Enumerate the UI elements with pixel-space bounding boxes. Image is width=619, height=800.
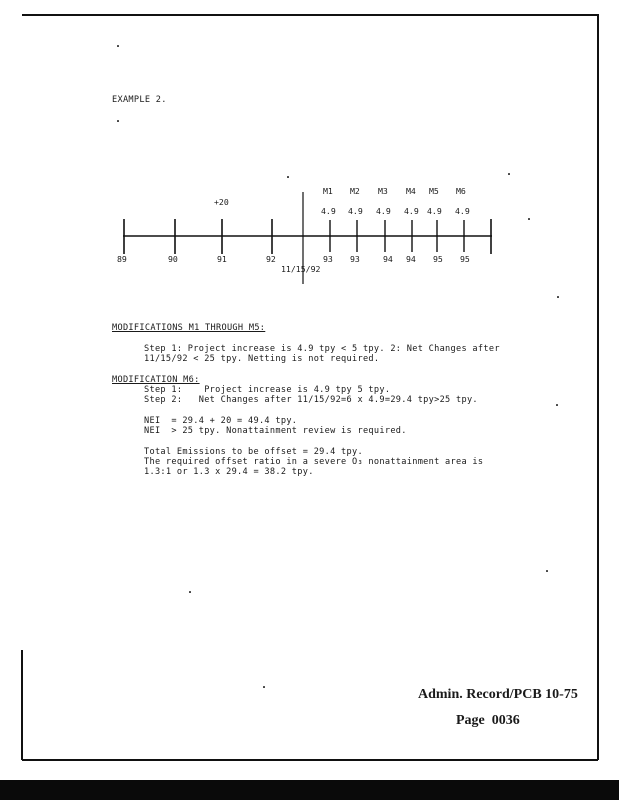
nei-line: NEI > 25 tpy. Nonattainment review is required. [144, 426, 407, 436]
section1-line: Step 1: Project increase is 4.9 tpy < 5 tpy. 2: Net Changes after [144, 344, 500, 354]
section2-title: MODIFICATION M6: [112, 375, 200, 385]
year-label: 92 [266, 254, 276, 264]
admin-record-stamp: Admin. Record/PCB 10-75 [418, 687, 578, 702]
section1-line: 11/15/92 < 25 tpy. Netting is not required. [144, 354, 380, 364]
example-heading: EXAMPLE 2. [112, 95, 167, 105]
mod-label: M5 [429, 186, 439, 196]
total-line: Total Emissions to be offset = 29.4 tpy. [144, 447, 363, 457]
step2-line: Step 2: Net Changes after 11/15/92=6 x 4.9=29.4 tpy>25 tpy. [144, 395, 478, 405]
total-line: The required offset ratio in a severe O₃ nonattainment area is [144, 457, 484, 467]
year-label: 95 [433, 254, 443, 264]
increase-label: +20 [214, 197, 229, 207]
mod-value: 4.9 [455, 206, 470, 216]
nei-line: NEI = 29.4 + 20 = 49.4 tpy. [144, 416, 298, 426]
year-label: 91 [217, 254, 227, 264]
page-number-stamp: Page 0036 [456, 713, 520, 728]
year-label: 93 [323, 254, 333, 264]
year-label: 89 [117, 254, 127, 264]
mod-value: 4.9 [404, 206, 419, 216]
cutoff-date-label: 11/15/92 [281, 264, 321, 274]
mod-label: M3 [378, 186, 388, 196]
year-label: 93 [350, 254, 360, 264]
total-line: 1.3:1 or 1.3 x 29.4 = 38.2 tpy. [144, 467, 314, 477]
year-label: 94 [383, 254, 393, 264]
section1-title: MODIFICATIONS M1 THROUGH M5: [112, 323, 266, 333]
mod-value: 4.9 [348, 206, 363, 216]
year-label: 95 [460, 254, 470, 264]
year-label: 94 [406, 254, 416, 264]
mod-value: 4.9 [321, 206, 336, 216]
mod-label: M4 [406, 186, 416, 196]
mod-label: M6 [456, 186, 466, 196]
step1-line: Step 1: Project increase is 4.9 tpy 5 tpy. [144, 385, 391, 395]
mod-value: 4.9 [427, 206, 442, 216]
mod-label: M1 [323, 186, 333, 196]
mod-value: 4.9 [376, 206, 391, 216]
mod-label: M2 [350, 186, 360, 196]
year-label: 90 [168, 254, 178, 264]
